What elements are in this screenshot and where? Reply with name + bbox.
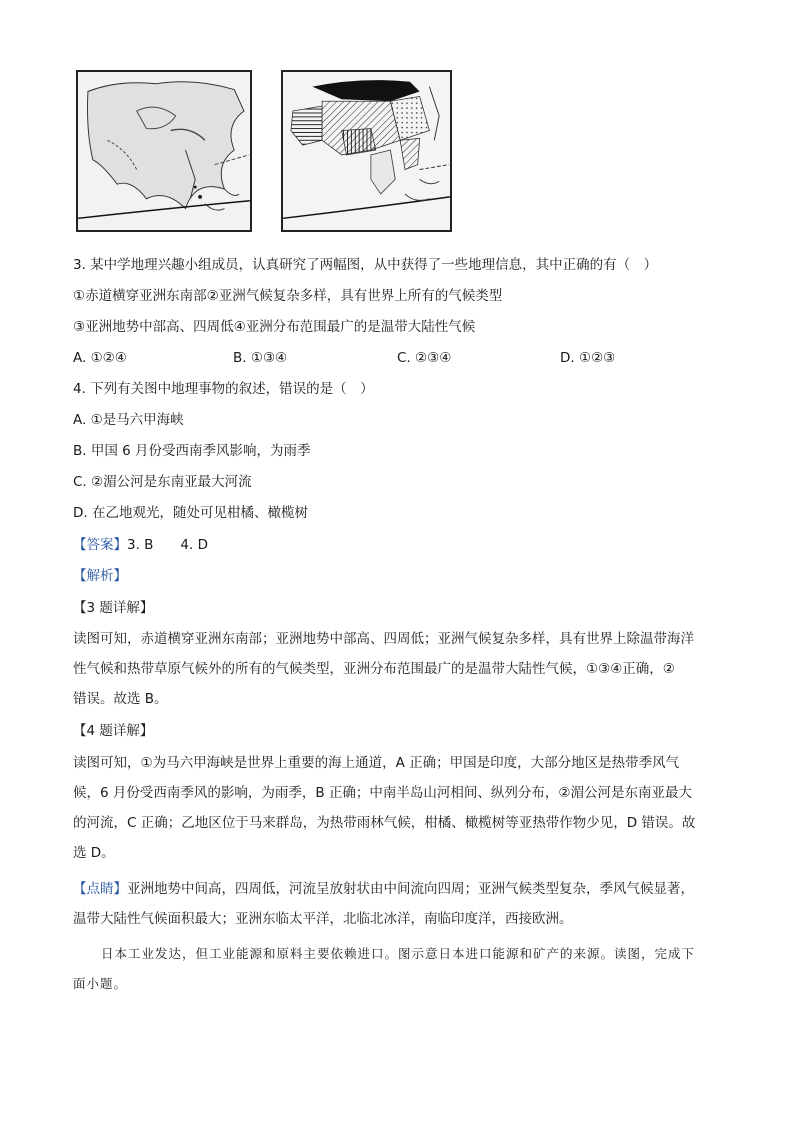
tips-label: 【点睛】 <box>73 881 127 897</box>
next-question-intro <box>73 939 723 999</box>
detail4-line-3: 的河流，C 正确；乙地区位于马来群岛，为热带雨林气候，柑橘、橄榄树等亚热带作物少见，D 错误。故 <box>73 815 696 831</box>
answer-line <box>73 535 208 555</box>
q4-option-d[interactable]: D. 在乙地观光，随处可见柑橘、橄榄树 <box>73 505 308 521</box>
tips-paragraph <box>73 874 723 934</box>
detail3-paragraph <box>73 624 723 714</box>
q3-option-d[interactable]: D. ①②③ <box>560 350 616 366</box>
detail4-line-1: 读图可知，①为马六甲海峡是世界上重要的海上通道，A 正确；甲国是印度，大部分地区是热带季风气 <box>73 755 680 771</box>
asia-terrain-map-graphic <box>78 72 250 230</box>
asia-climate-map-graphic <box>283 72 450 230</box>
q4-option-a[interactable]: A. ①是马六甲海峡 <box>73 412 184 428</box>
tips-line-1 <box>73 874 723 904</box>
detail4-line-4: 选 D。 <box>73 845 115 861</box>
detail3-line-1: 读图可知，赤道横穿亚洲东南部；亚洲地势中部高、四周低；亚洲气候复杂多样，具有世界上除温带海洋 <box>73 631 694 647</box>
q4-option-b[interactable]: B. 甲国 6 月份受西南季风影响，为雨季 <box>73 443 311 459</box>
asia-climate-map <box>281 70 452 232</box>
answer-label: 【答案】 <box>73 537 127 553</box>
q3-statement-1: ①赤道横穿亚洲东南部②亚洲气候复杂多样，具有世界上所有的气候类型 <box>73 288 503 304</box>
q4-stem: 4. 下列有关图中地理事物的叙述，错误的是（ ） <box>73 381 374 397</box>
asia-maps <box>76 70 456 232</box>
detail4-label: 【4 题详解】 <box>73 723 154 739</box>
tips-text-1: 亚洲地势中间高，四周低，河流呈放射状由中间流向四周；亚洲气候类型复杂，季风气候显著， <box>127 881 694 897</box>
detail3-line-3: 错误。故选 B。 <box>73 691 168 707</box>
detail3-line-2: 性气候和热带草原气候外的所有的气候类型，亚洲分布范围最广的是温带大陆性气候，①③④正确，② <box>73 661 675 677</box>
q3-option-c[interactable]: C. ②③④ <box>397 350 452 366</box>
asia-terrain-map <box>76 70 252 232</box>
intro-line-2: 面小题。 <box>73 976 128 991</box>
answer-text: 3. B 4. D <box>127 537 208 553</box>
analysis-label: 【解析】 <box>73 568 127 584</box>
q3-option-b[interactable]: B. ①③④ <box>233 350 288 366</box>
detail4-line-2: 候，6 月份受西南季风的影响，为雨季，B 正确；中南半岛山河相间、纵列分布，②湄公河是东南亚最大 <box>73 785 693 801</box>
q3-statement-2: ③亚洲地势中部高、四周低④亚洲分布范围最广的是温带大陆性气候 <box>73 319 476 335</box>
q3-option-a[interactable]: A. ①②④ <box>73 350 127 366</box>
q4-option-c[interactable]: C. ②湄公河是东南亚最大河流 <box>73 474 252 490</box>
intro-line-1: 日本工业发达，但工业能源和原料主要依赖进口。图示意日本进口能源和矿产的来源。读图，完成下 <box>101 946 696 961</box>
tips-line-2: 温带大陆性气候面积最大；亚洲东临太平洋，北临北冰洋，南临印度洋，西接欧洲。 <box>73 911 573 927</box>
detail3-label: 【3 题详解】 <box>73 600 154 616</box>
q3-stem: 3. 某中学地理兴趣小组成员，认真研究了两幅图，从中获得了一些地理信息，其中正确的有（ ） <box>73 257 658 273</box>
detail4-paragraph <box>73 748 723 868</box>
